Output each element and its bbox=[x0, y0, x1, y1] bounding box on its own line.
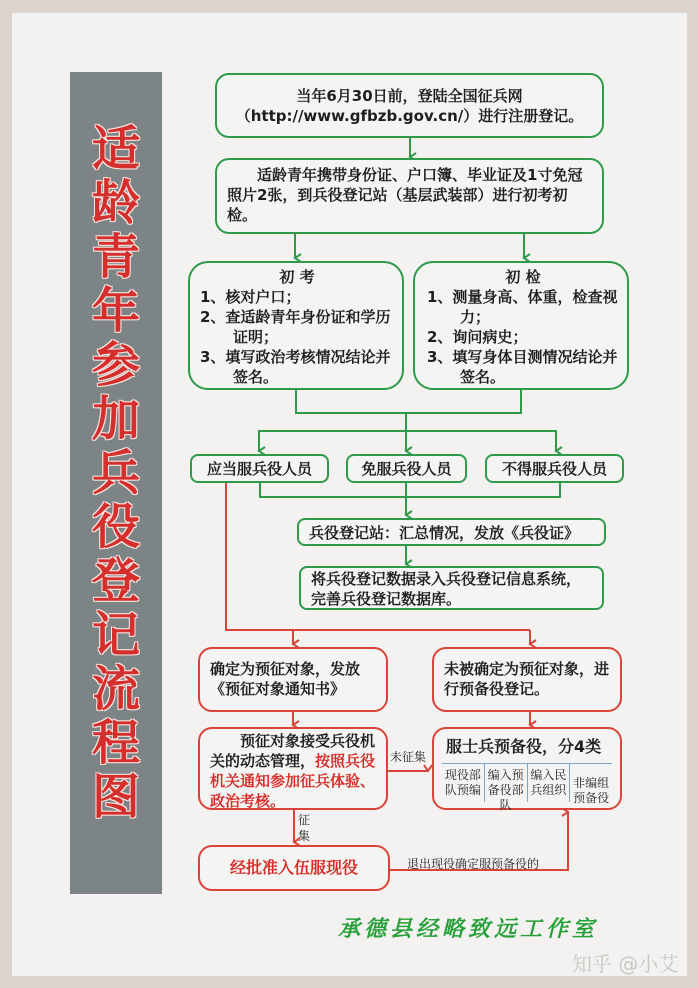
step-text: 确定为预征对象，发放《预征对象通知书》 bbox=[210, 660, 361, 698]
title-char: 兵 bbox=[91, 445, 140, 501]
step-reserve-service bbox=[432, 727, 622, 810]
step-text: 未被确定为预征对象，进行预备役登记。 bbox=[444, 660, 610, 698]
reserve-categories bbox=[442, 763, 612, 812]
step-text: 适龄青年携带身份证、户口簿、毕业证及1寸免冠照片2张，到兵役登记站（基层武装部）进行初考初检。 bbox=[227, 166, 583, 224]
reserve-category: 编入预备役部队 bbox=[485, 764, 528, 802]
step-text: 预征对象接受兵役机关的动态管理， bbox=[210, 732, 376, 770]
step-initial-exam bbox=[188, 261, 404, 390]
title-char: 程 bbox=[91, 715, 140, 771]
title-char: 适 bbox=[91, 121, 140, 177]
studio-signature: 承德县经略致远工作室 bbox=[338, 916, 599, 942]
category-label: 免服兵役人员 bbox=[361, 460, 452, 478]
box-heading: 初 考 bbox=[279, 268, 315, 286]
list-item: 3、填写身体目测情况结论并签名。 bbox=[427, 348, 618, 386]
step-initial-check bbox=[413, 261, 629, 390]
category-must-serve bbox=[190, 454, 329, 483]
list-item: 1、核对户口； bbox=[200, 288, 301, 306]
step-online-registration bbox=[215, 73, 604, 138]
step-text: （http://www.gfbzb.gov.cn/）进行注册登记。 bbox=[235, 107, 584, 125]
step-bring-documents bbox=[215, 158, 604, 234]
category-ineligible bbox=[485, 454, 624, 483]
title-char: 加 bbox=[91, 391, 140, 447]
title-char: 记 bbox=[91, 607, 140, 663]
title-char: 登 bbox=[91, 553, 140, 609]
edge-label-conscripted: 征集 bbox=[298, 813, 311, 843]
box-heading: 初 检 bbox=[505, 268, 541, 286]
reserve-category: 现役部队预编 bbox=[442, 764, 485, 802]
list-item: 1、测量身高、体重，检查视力； bbox=[427, 288, 618, 326]
category-label: 应当服兵役人员 bbox=[206, 460, 312, 478]
title-char: 青 bbox=[91, 229, 140, 285]
title-char: 役 bbox=[91, 499, 140, 555]
edge-label-retired-to-reserve: 退出现役确定服预备役的 bbox=[407, 857, 540, 871]
step-station-summary bbox=[297, 518, 606, 546]
step-not-selected bbox=[432, 647, 622, 712]
category-label: 不得服兵役人员 bbox=[501, 460, 607, 478]
title-char: 参 bbox=[91, 337, 140, 393]
step-dynamic-management bbox=[198, 727, 388, 810]
step-text: 将兵役登记数据录入兵役登记信息系统，完善兵役登记数据库。 bbox=[311, 570, 582, 608]
step-text: 兵役登记站：汇总情况，发放《兵役证》 bbox=[309, 524, 580, 542]
title-char: 图 bbox=[91, 769, 140, 825]
watermark: 知乎 @小艾 bbox=[572, 952, 679, 976]
highlight-text: 按照兵役机关通知参加征兵体验、政治考核。 bbox=[210, 752, 376, 810]
title-char: 龄 bbox=[91, 175, 140, 231]
reserve-category: 编入民兵组织 bbox=[528, 764, 571, 802]
title-char: 年 bbox=[91, 283, 140, 339]
step-data-entry bbox=[299, 566, 604, 610]
step-enlist bbox=[198, 845, 390, 891]
step-pre-conscription bbox=[198, 647, 388, 712]
list-item: 2、查适龄青年身份证和学历证明； bbox=[200, 308, 391, 346]
box-heading: 服士兵预备役，分4类 bbox=[446, 737, 602, 756]
edge-label-not-conscripted: 未征集 bbox=[390, 750, 427, 764]
list-item: 2、询问病史； bbox=[427, 328, 528, 346]
step-text: 经批准入伍服现役 bbox=[229, 858, 358, 877]
category-exempt bbox=[346, 454, 467, 483]
step-text: 当年6月30日前，登陆全国征兵网 bbox=[296, 87, 523, 105]
title-char: 流 bbox=[91, 661, 140, 717]
reserve-category: 非编组预备役 bbox=[573, 776, 610, 805]
list-item: 3、填写政治考核情况结论并签名。 bbox=[200, 348, 391, 386]
